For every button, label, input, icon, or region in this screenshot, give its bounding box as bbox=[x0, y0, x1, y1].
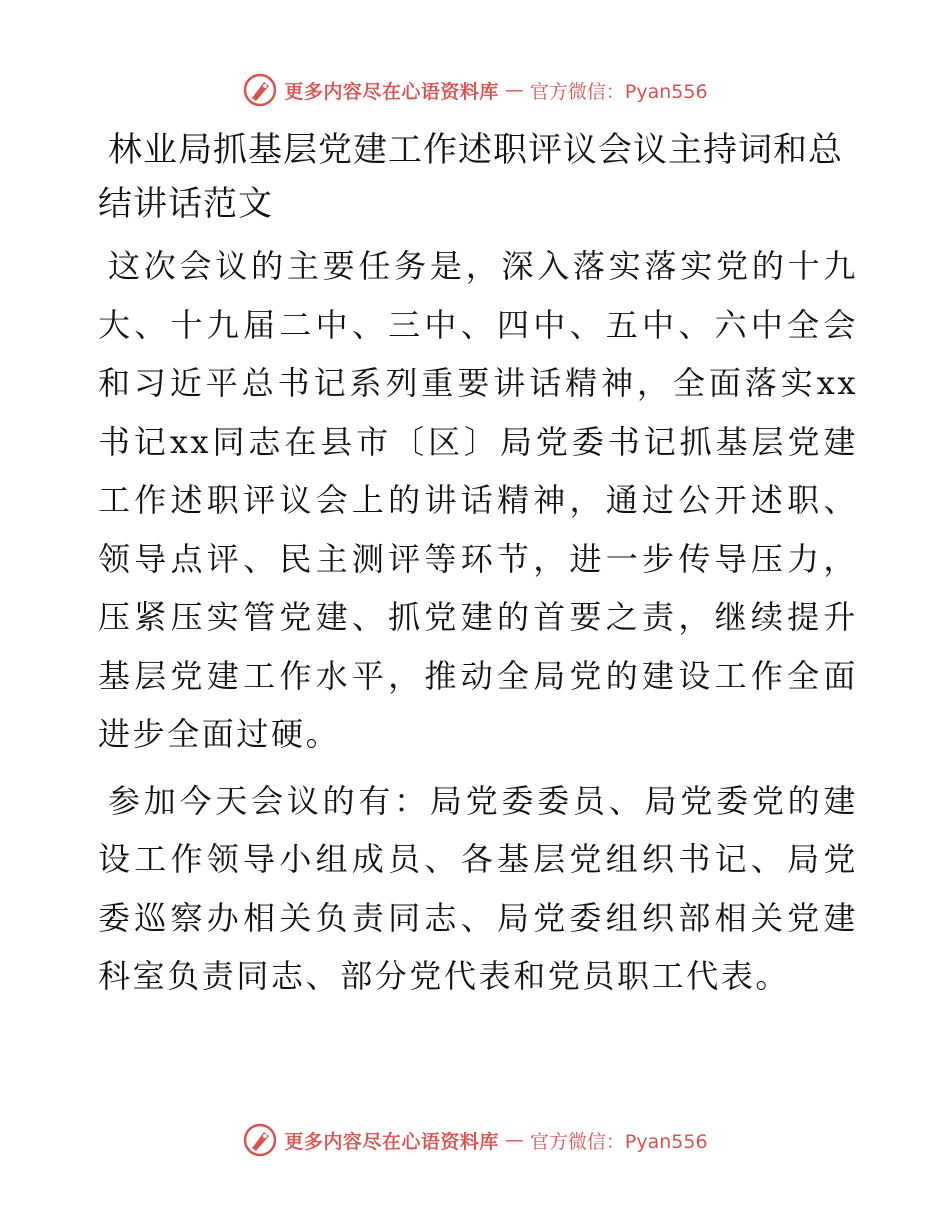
header-banner bbox=[0, 70, 950, 110]
banner-dash: — bbox=[504, 79, 524, 101]
paragraph-2: 参加今天会议的有：局党委委员、局党委党的建设工作领导小组成员、各基层党组织书记、局党委巡察办相关负责同志、局党委组织部相关党建科室负责同志、部分党代表和党员职工代表。 bbox=[98, 781, 858, 995]
document-title: 林业局抓基层党建工作述职评议会议主持词和总结讲话范文 bbox=[98, 130, 843, 224]
footer-banner bbox=[0, 1120, 950, 1160]
banner-main-text: 更多内容尽在心语资料库 bbox=[284, 80, 499, 103]
banner-main-text: 更多内容尽在心语资料库 bbox=[284, 1130, 499, 1153]
banner-wechat-text: 官方微信：Pyan556 bbox=[529, 1130, 708, 1153]
banner-dash: — bbox=[504, 1129, 524, 1151]
pen-nib-logo-icon bbox=[242, 72, 278, 108]
banner-wechat-text: 官方微信：Pyan556 bbox=[529, 80, 708, 103]
pen-nib-logo-icon bbox=[242, 1122, 278, 1158]
paragraph-1: 这次会议的主要任务是，深入落实落实党的十九大、十九届二中、三中、四中、五中、六中全会和习近平总书记系列重要讲话精神，全面落实xx书记xx同志在县市〔区〕局党委书记抓基层党建工作述职评议会上的讲话精神，通过公开述职、领导点评、民主测评等环节，进一步传导压力，压紧压实管党建、抓党建的首要之责，继续提升基层党建工作水平，推动全局党的建设工作全面进步全面过硬。 bbox=[98, 247, 858, 753]
document-body bbox=[98, 123, 858, 1014]
